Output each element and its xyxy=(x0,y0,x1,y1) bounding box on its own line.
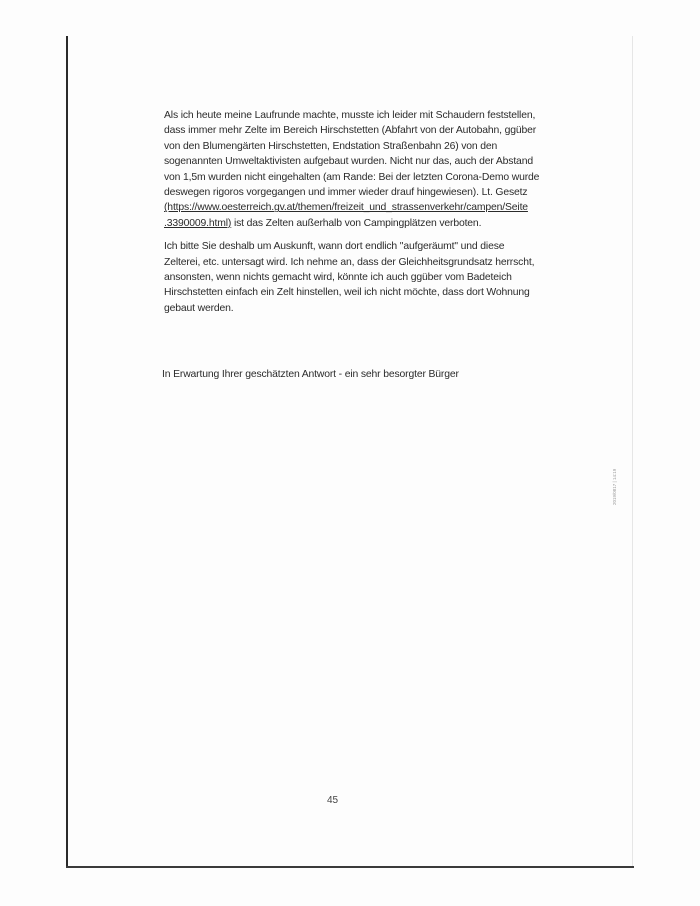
law-link-line-1: (https://www.oesterreich.gv.at/themen/freizeit_und_strassenverkehr/campen/Seite xyxy=(164,202,528,214)
text-line: Hirschstetten einfach ein Zelt hinstellen, weil ich nicht möchte, dass dort Wohnung xyxy=(164,287,530,299)
margin-stamp: 2019/0817 | 14:19 xyxy=(612,468,617,505)
text-line: dass immer mehr Zelte im Bereich Hirschstetten (Abfahrt von der Autobahn, ggüber xyxy=(164,125,537,137)
law-link-tail: ist das Zelten außerhalb von Campingplätzen verboten. xyxy=(231,217,482,229)
scan-edge-bottom xyxy=(66,866,634,868)
text-line: von 1,5m wurden nicht eingehalten (am Rande: Bei der letzten Corona-Demo wurde xyxy=(164,171,540,183)
paragraph-request xyxy=(164,239,564,316)
text-line-with-link xyxy=(164,216,564,231)
text-line: ansonsten, wenn nichts gemacht wird, könnte ich auch ggüber vom Badeteich xyxy=(164,272,512,284)
text-line: deswegen rigoros vorgegangen und immer wieder drauf hingewiesen). Lt. Gesetz xyxy=(164,187,528,199)
text-line: von den Blumengärten Hirschstetten, Endstation Straßenbahn 26) von den xyxy=(164,140,498,152)
text-line: Zelterei, etc. untersagt wird. Ich nehme an, dass der Gleichheitsgrundsatz herrscht, xyxy=(164,256,535,268)
text-line: Ich bitte Sie deshalb um Auskunft, wann dort endlich "aufgeräumt" und diese xyxy=(164,241,505,253)
closing-line: In Erwartung Ihrer geschätzten Antwort - ein sehr besorgter Bürger xyxy=(162,369,459,380)
scan-edge-left xyxy=(66,36,68,868)
letter-body xyxy=(164,108,564,324)
paragraph-complaint xyxy=(164,108,564,231)
text-line: Als ich heute meine Laufrunde machte, musste ich leider mit Schaudern feststellen, xyxy=(164,110,536,121)
text-line: sogenannten Umweltaktivisten aufgebaut wurden. Nicht nur das, auch der Abstand xyxy=(164,156,533,168)
text-line: gebaut werden. xyxy=(164,302,234,314)
law-link-line-2: .3390009.html) xyxy=(164,217,232,229)
page-number: 45 xyxy=(327,795,339,806)
scan-edge-right xyxy=(632,36,633,868)
